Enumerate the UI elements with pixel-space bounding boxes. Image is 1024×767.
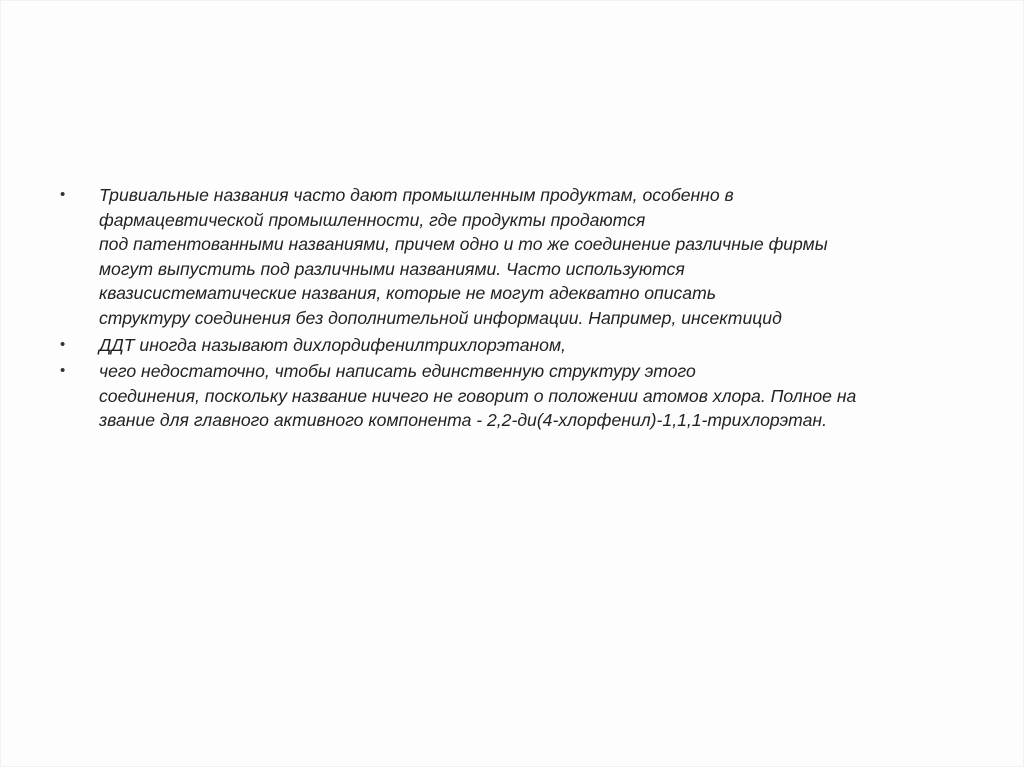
bullet-text-line: звание для главного активного компонента - 2,2-ди(4-хлорфенил)-1,1,1-трихлорэтан. bbox=[99, 410, 827, 431]
bullet-dot-icon: • bbox=[60, 335, 66, 353]
bullet-text-line: под патентованными названиями, причем одно и то же соединение различные фирмы bbox=[99, 234, 828, 255]
bullet-dot-icon: • bbox=[60, 186, 66, 203]
bullet-list bbox=[60, 183, 980, 435]
bullet-dot-icon: • bbox=[60, 362, 66, 380]
bullet-text-line: ДДТ иногда называют дихлордифенилтрихлорэтаном, bbox=[99, 334, 566, 355]
bullet-item bbox=[60, 333, 980, 358]
bullet-text-line: соединения, поскольку название ничего не говорит о положении атомов хлора. Полное на bbox=[99, 385, 857, 406]
bullet-item bbox=[60, 183, 980, 331]
bullet-text-line: фармацевтической промышленности, где продукты продаются bbox=[99, 209, 646, 230]
bullet-text-line: Тривиальные названия часто дают промышленным продуктам, особенно в bbox=[99, 185, 734, 205]
bullet-text-line: могут выпустить под различными названиями. Часто используются bbox=[99, 258, 685, 279]
bullet-item bbox=[60, 359, 980, 433]
bullet-text-line: квазисистематические названия, которые не могут адекватно описать bbox=[99, 283, 717, 304]
bullet-text-line: чего недостаточно, чтобы написать единственную структуру этого bbox=[99, 361, 696, 382]
bullet-text-line: структуру соединения без дополнительной информации. Например, инсектицид bbox=[99, 307, 782, 328]
